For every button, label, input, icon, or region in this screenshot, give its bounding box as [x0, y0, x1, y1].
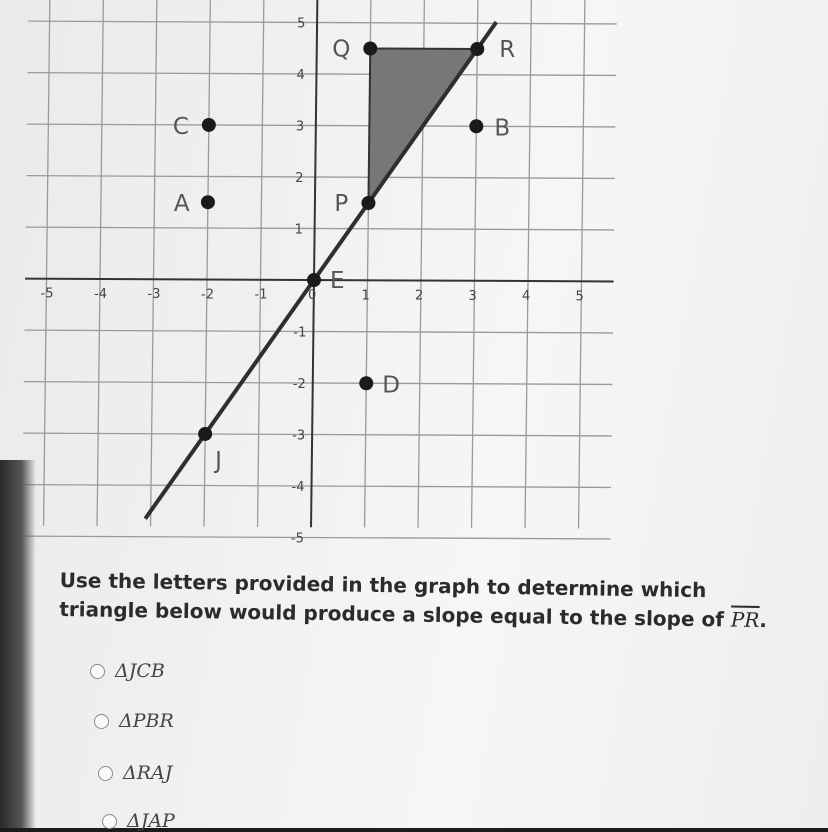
x-tick-label: -5 [40, 286, 54, 302]
point-d [359, 376, 373, 390]
point-label-j: J [215, 447, 222, 474]
choice-3[interactable] [98, 762, 172, 784]
choice-label: ΔJCB [115, 660, 165, 682]
grid-line-horizontal [24, 330, 613, 333]
point-j [198, 427, 212, 441]
grid-line-horizontal [28, 21, 617, 24]
choice-4[interactable] [102, 810, 175, 832]
point-a [201, 195, 215, 209]
photo-edge-shadow [0, 460, 36, 828]
radio-button[interactable] [90, 664, 105, 679]
grid-line-horizontal [22, 536, 611, 539]
x-tick-label: 1 [361, 288, 370, 304]
y-tick-label: -5 [290, 531, 304, 547]
point-label-b: B [494, 115, 511, 142]
grid-line-horizontal [27, 124, 616, 127]
point-q [363, 42, 377, 56]
grid-line-vertical [579, 0, 585, 528]
point-label-q: Q [332, 36, 351, 63]
grid-line-horizontal [23, 433, 612, 436]
grid-line-vertical [525, 0, 531, 528]
point-r [470, 42, 484, 56]
question-body: Use the letters provided in the graph to determine which triangle below would produce a slope equal to the slope of [59, 567, 732, 632]
grid-line-vertical [151, 0, 157, 526]
radio-button[interactable] [94, 714, 109, 729]
y-axis [311, 0, 317, 527]
x-tick-label: -3 [147, 287, 161, 303]
y-tick-label: 3 [295, 119, 305, 135]
y-tick-label: 2 [295, 171, 304, 186]
choice-label: ΔPBR [119, 710, 174, 732]
choice-label: ΔRAJ [123, 762, 173, 784]
point-label-r: R [499, 37, 516, 64]
y-tick-label: -1 [293, 325, 307, 341]
x-tick-label: -4 [94, 286, 107, 302]
point-c [202, 118, 216, 132]
point-label-e: E [330, 268, 345, 294]
grid-line-horizontal [24, 382, 613, 385]
y-tick-label: 5 [297, 16, 306, 32]
grid-line-horizontal [26, 227, 615, 230]
y-tick-label: 1 [294, 222, 303, 238]
point-label-c: C [172, 113, 189, 140]
x-tick-label: 3 [468, 288, 477, 304]
segment-pr: $\overline{PR}$ [730, 607, 760, 632]
y-tick-label: -3 [292, 428, 306, 444]
radio-button[interactable] [102, 814, 117, 829]
x-tick-label: 0 [308, 288, 317, 303]
grid-line-horizontal [26, 176, 615, 179]
grid-line-vertical [472, 0, 478, 528]
grid-line-vertical [258, 0, 264, 527]
point-label-a: A [173, 191, 190, 218]
grid-line-horizontal [28, 73, 617, 76]
x-tick-label: 5 [575, 289, 584, 305]
point-label-d: D [382, 372, 400, 399]
grid-line-vertical [97, 0, 103, 526]
x-tick-label: -2 [201, 287, 214, 303]
radio-button[interactable] [98, 766, 113, 781]
x-tick-label: -1 [254, 287, 268, 303]
point-b [469, 119, 483, 133]
question-text [59, 566, 790, 635]
grid-line-horizontal [23, 485, 612, 488]
choice-label: ΔJAP [127, 810, 175, 832]
x-tick-label: 4 [522, 289, 531, 305]
line-through-r-p-e-j [145, 22, 496, 519]
choice-1[interactable] [90, 660, 165, 682]
axes [25, 0, 614, 527]
point-p [361, 196, 375, 210]
point-e [307, 273, 321, 287]
grid-line-vertical [204, 0, 210, 527]
grid-line-vertical [44, 0, 50, 526]
y-tick-label: -2 [292, 377, 306, 392]
y-tick-label: 4 [296, 68, 305, 83]
question-end: . [759, 607, 768, 633]
x-tick-label: 2 [415, 288, 424, 304]
point-label-p: P [334, 191, 349, 218]
y-tick-label: -4 [291, 480, 305, 495]
choice-2[interactable] [94, 710, 174, 732]
